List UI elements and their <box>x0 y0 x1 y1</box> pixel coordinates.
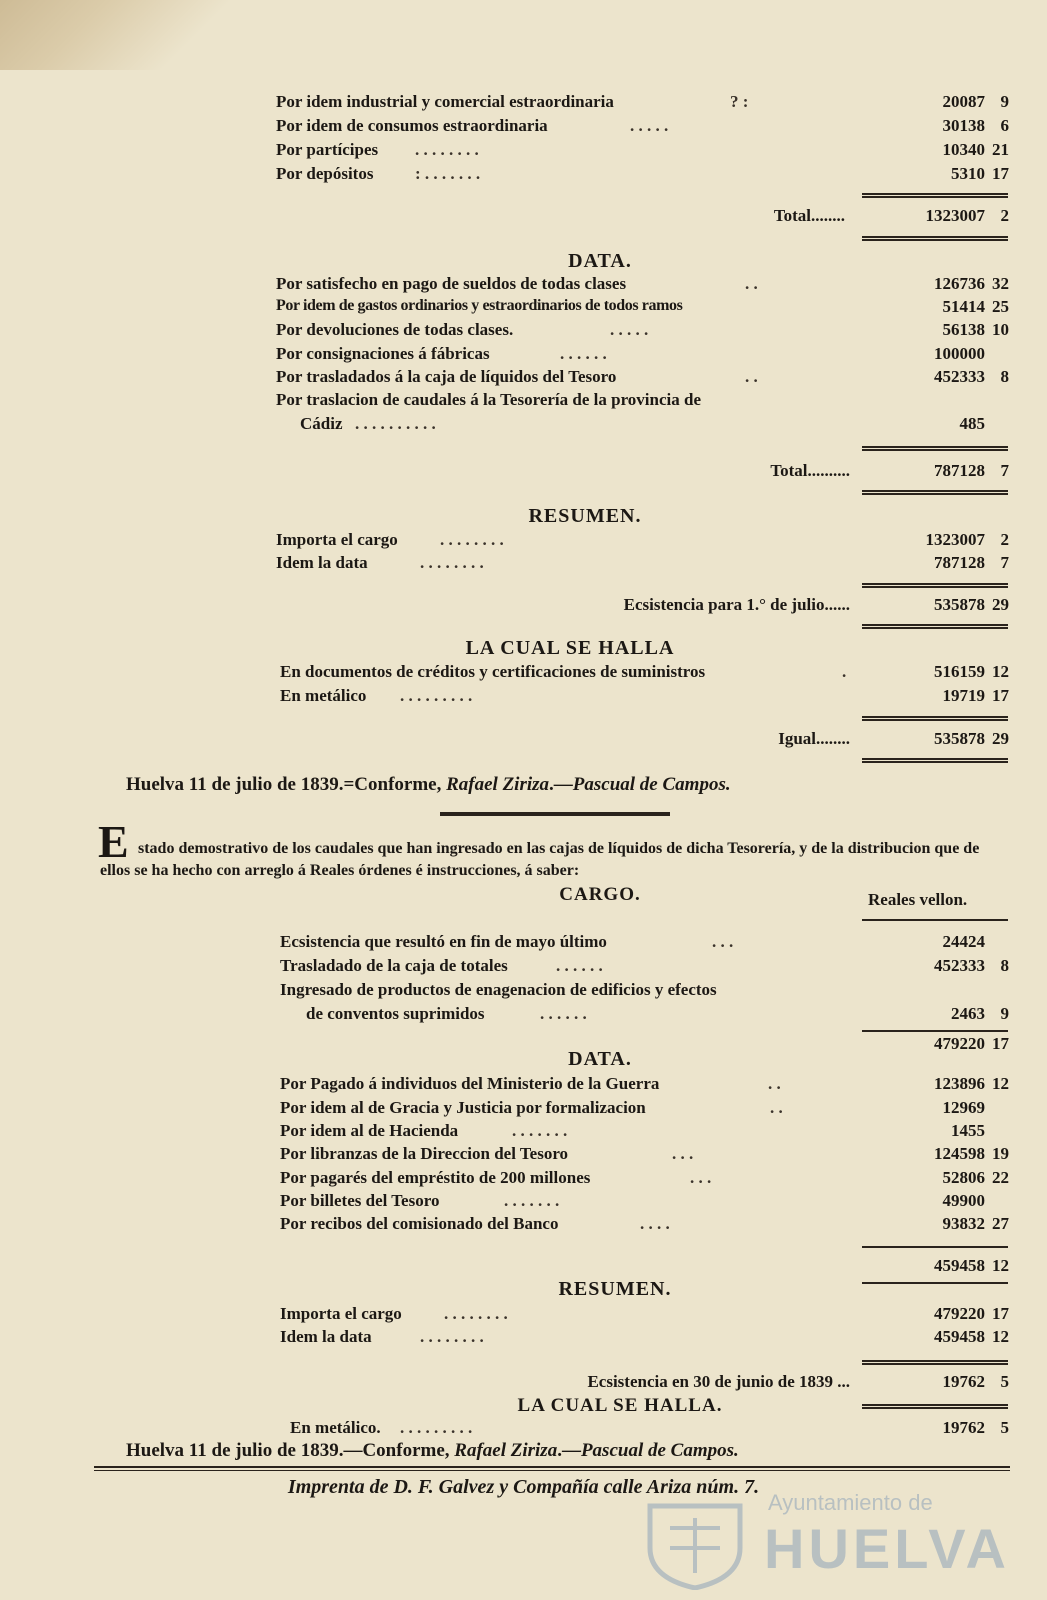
list-item <box>0 662 1047 686</box>
total-row <box>0 1256 1047 1280</box>
total-fraction: 5 <box>1000 1372 1009 1391</box>
row-leader: . . . . . . . . . <box>400 1418 473 1437</box>
signature-separator: .— <box>557 1440 581 1461</box>
row-amount: 2463 <box>951 1004 985 1023</box>
list-item <box>0 164 1047 188</box>
list-item <box>0 92 1047 116</box>
row-amount: 24424 <box>942 932 985 951</box>
row-amount: 93832 <box>942 1214 985 1233</box>
row-leader: . . . . . . . . <box>415 140 479 159</box>
total-label: Total........ <box>773 206 845 225</box>
row-amount: 30138 <box>942 116 985 135</box>
row-amount: 1455 <box>951 1121 985 1140</box>
archive-watermark <box>640 1490 1010 1590</box>
row-label: Por pagarés del empréstito de 200 millones <box>280 1168 591 1187</box>
signature-name: Rafael Ziriza <box>446 774 550 795</box>
double-rule <box>862 193 1008 198</box>
row-label: Cádiz <box>300 414 343 433</box>
row-label: Importa el cargo <box>280 1304 402 1323</box>
list-item <box>0 116 1047 140</box>
row-amount: 452333 <box>934 956 985 975</box>
list-item <box>0 1168 1047 1192</box>
total-amount: 479220 <box>934 1034 985 1053</box>
divider-rule <box>94 1466 1010 1468</box>
list-item <box>0 1144 1047 1168</box>
list-item <box>0 553 1047 577</box>
row-amount: 452333 <box>934 367 985 386</box>
row-label: Por idem industrial y comercial estraordinaria <box>276 92 614 111</box>
total-row <box>0 595 1047 619</box>
row-leader: . . . . . . <box>560 344 607 363</box>
list-item <box>0 367 1047 391</box>
row-label: Idem la data <box>280 1327 372 1346</box>
list-item <box>0 980 1047 1004</box>
row-fraction: 10 <box>992 320 1009 339</box>
row-fraction: 12 <box>992 1074 1009 1093</box>
signature-name: Pascual de Campos. <box>580 1440 739 1461</box>
list-item <box>0 1418 1047 1442</box>
list-item <box>0 530 1047 554</box>
row-label: Trasladado de la caja de totales <box>280 956 508 975</box>
row-fraction: 5 <box>1000 1418 1009 1437</box>
row-amount: 19719 <box>942 686 985 705</box>
row-leader: . . . . . . <box>556 956 603 975</box>
row-amount: 49900 <box>942 1191 985 1210</box>
double-rule <box>862 1360 1008 1365</box>
total-fraction: 7 <box>1000 461 1009 480</box>
row-label: En metálico <box>280 686 367 705</box>
row-fraction: 8 <box>1000 367 1009 386</box>
section-heading: RESUMEN. <box>558 1278 672 1300</box>
row-leader: . . . <box>672 1144 694 1163</box>
row-label: En metálico. <box>290 1418 381 1437</box>
total-label: Igual........ <box>778 729 850 748</box>
row-amount: 124598 <box>934 1144 985 1163</box>
row-label: de conventos suprimidos <box>306 1004 485 1023</box>
double-rule <box>862 236 1008 241</box>
row-leader: . . . . <box>640 1214 670 1233</box>
section-heading: CARGO. <box>559 884 641 905</box>
row-label: Por consignaciones á fábricas <box>276 344 490 363</box>
row-leader: . . . . . . <box>540 1004 587 1023</box>
row-label: Idem la data <box>276 553 368 572</box>
section-heading: LA CUAL SE HALLA <box>465 637 675 659</box>
double-rule <box>862 758 1008 763</box>
row-leader: ? : <box>730 92 749 111</box>
row-label: Por idem de gastos ordinarios y estraordinarios de todos ramos <box>276 297 683 314</box>
row-leader: . . . . . . . <box>504 1191 560 1210</box>
rule <box>862 1030 1008 1032</box>
row-fraction: 25 <box>992 297 1009 316</box>
section-heading: DATA. <box>568 1048 632 1070</box>
list-item <box>0 1074 1047 1098</box>
row-label: En documentos de créditos y certificaciones de suministros <box>280 662 706 681</box>
total-amount: 19762 <box>942 1372 985 1391</box>
signature-prefix: Huelva 11 de julio de 1839.—Conforme, <box>126 1440 455 1461</box>
signature-name: Rafael Ziriza <box>454 1440 558 1461</box>
row-amount: 52806 <box>942 1168 985 1187</box>
total-row <box>0 206 1047 230</box>
row-leader: . . . . . . . . . . <box>355 414 436 433</box>
intro-paragraph: stado demostrativo de los caudales que han ingresado en las cajas de líquidos de dicha Tesorería, y de la distribucion que de ellos se ha hecho con arreglo á Reales órdenes é instrucciones, á saber: <box>100 840 980 879</box>
total-fraction: 29 <box>992 595 1009 614</box>
row-label: Por recibos del comisionado del Banco <box>280 1214 559 1233</box>
row-label: Por idem al de Gracia y Justicia por formalizacion <box>280 1098 646 1117</box>
row-amount: 100000 <box>934 344 985 363</box>
total-amount: 1323007 <box>925 206 985 225</box>
total-amount: 787128 <box>934 461 985 480</box>
row-label: Por billetes del Tesoro <box>280 1191 440 1210</box>
total-amount: 535878 <box>934 595 985 614</box>
row-label: Por idem de consumos estraordinaria <box>276 116 548 135</box>
row-amount: 20087 <box>942 92 985 111</box>
list-item <box>0 1214 1047 1238</box>
double-rule <box>862 1404 1008 1409</box>
row-leader: . . . <box>690 1168 712 1187</box>
row-fraction: 17 <box>992 1304 1009 1323</box>
row-fraction: 17 <box>992 686 1009 705</box>
list-item <box>0 956 1047 980</box>
section-heading: DATA. <box>568 250 632 272</box>
total-fraction: 17 <box>992 1034 1009 1053</box>
row-amount: 51414 <box>942 297 985 316</box>
paper-stain <box>0 0 240 70</box>
list-item <box>0 390 1047 414</box>
row-fraction: 27 <box>992 1214 1009 1233</box>
double-rule <box>862 583 1008 588</box>
row-amount: 12969 <box>942 1098 985 1117</box>
total-fraction: 2 <box>1000 206 1009 225</box>
total-amount: 535878 <box>934 729 985 748</box>
list-item <box>0 686 1047 710</box>
watermark-title: HUELVA <box>764 1517 1010 1580</box>
rule <box>862 919 1008 921</box>
row-label: Por idem al de Hacienda <box>280 1121 459 1140</box>
row-leader: . <box>842 662 847 681</box>
row-label: Por trasladados á la caja de líquidos del Tesoro <box>276 367 617 386</box>
row-leader: . . . . . . . . <box>420 1327 484 1346</box>
row-label: Por satisfecho en pago de sueldos de todas clases <box>276 274 627 293</box>
total-fraction: 12 <box>992 1256 1009 1275</box>
signature-prefix: Huelva 11 de julio de 1839.=Conforme, <box>126 774 447 795</box>
list-item <box>0 140 1047 164</box>
list-item <box>0 1304 1047 1328</box>
list-item <box>0 1191 1047 1215</box>
double-rule <box>862 490 1008 495</box>
row-fraction: 7 <box>1000 553 1009 572</box>
row-label: Importa el cargo <box>276 530 398 549</box>
row-amount: 5310 <box>951 164 985 183</box>
signature-line <box>0 774 1047 796</box>
row-leader: . . <box>745 367 758 386</box>
total-amount: 459458 <box>934 1256 985 1275</box>
section-heading: LA CUAL SE HALLA. <box>517 1395 723 1416</box>
double-rule <box>862 446 1008 451</box>
total-row <box>0 461 1047 485</box>
list-item <box>0 344 1047 368</box>
row-leader: . . . . . . . . <box>444 1304 508 1323</box>
row-label: Por traslacion de caudales á la Tesorería de la provincia de <box>276 390 701 409</box>
signature-separator: .— <box>549 774 573 795</box>
row-leader: . . . <box>712 932 734 951</box>
list-item <box>0 932 1047 956</box>
row-label: Ingresado de productos de enagenacion de edificios y efectos <box>280 980 717 999</box>
row-fraction: 9 <box>1000 92 1009 111</box>
shield-icon <box>640 1498 750 1590</box>
row-fraction: 12 <box>992 662 1009 681</box>
row-fraction: 22 <box>992 1168 1009 1187</box>
row-leader: . . . . . <box>630 116 669 135</box>
drop-cap: E <box>98 816 129 867</box>
row-amount: 459458 <box>934 1327 985 1346</box>
total-label: Total.......... <box>770 461 850 480</box>
rule <box>862 1282 1008 1284</box>
row-label: Por Pagado á individuos del Ministerio de la Guerra <box>280 1074 660 1093</box>
row-leader: . . . . . . . . . <box>400 686 473 705</box>
row-label: Por libranzas de la Direccion del Tesoro <box>280 1144 569 1163</box>
row-fraction: 9 <box>1000 1004 1009 1023</box>
row-leader: . . <box>768 1074 781 1093</box>
row-label: Por devoluciones de todas clases. <box>276 320 514 339</box>
signature-line <box>0 1440 1047 1462</box>
divider-rule <box>94 1470 1010 1471</box>
row-leader: . . <box>745 274 758 293</box>
row-amount: 19762 <box>942 1418 985 1437</box>
total-row <box>0 1372 1047 1396</box>
signature-name: Pascual de Campos. <box>572 774 731 795</box>
list-item <box>0 1098 1047 1122</box>
row-fraction: 2 <box>1000 530 1009 549</box>
row-amount: 126736 <box>934 274 985 293</box>
list-item <box>0 320 1047 344</box>
total-label: Ecsistencia en 30 de junio de 1839 ... <box>587 1372 850 1391</box>
row-amount: 10340 <box>942 140 985 159</box>
double-rule <box>862 716 1008 721</box>
row-fraction: 21 <box>992 140 1009 159</box>
divider-rule <box>440 812 670 816</box>
total-fraction: 29 <box>992 729 1009 748</box>
total-row <box>0 729 1047 753</box>
list-item <box>0 414 1047 438</box>
row-fraction: 32 <box>992 274 1009 293</box>
row-fraction: 17 <box>992 164 1009 183</box>
list-item <box>0 297 1047 321</box>
double-rule <box>862 624 1008 629</box>
row-amount: 56138 <box>942 320 985 339</box>
row-fraction: 12 <box>992 1327 1009 1346</box>
units-header: Reales vellon. <box>868 890 968 909</box>
row-amount: 485 <box>959 414 985 433</box>
row-leader: . . <box>770 1098 783 1117</box>
row-fraction: 6 <box>1000 116 1009 135</box>
row-amount: 787128 <box>934 553 985 572</box>
row-label: Por depósitos <box>276 164 374 183</box>
list-item <box>0 1327 1047 1351</box>
row-label: Ecsistencia que resultó en fin de mayo último <box>280 932 607 951</box>
row-leader: . . . . . . . <box>512 1121 568 1140</box>
row-amount: 1323007 <box>925 530 985 549</box>
rule <box>862 1246 1008 1248</box>
imprint-line: Imprenta de D. F. Galvez y Compañía calle Ariza núm. 7. <box>287 1476 760 1498</box>
watermark-caption: Ayuntamiento de <box>768 1490 933 1515</box>
row-leader: . . . . . <box>610 320 649 339</box>
row-leader: : . . . . . . . <box>415 164 481 183</box>
row-amount: 123896 <box>934 1074 985 1093</box>
row-leader: . . . . . . . . <box>440 530 504 549</box>
total-label: Ecsistencia para 1.° de julio...... <box>623 595 850 614</box>
section-heading: RESUMEN. <box>528 505 642 527</box>
row-amount: 516159 <box>934 662 985 681</box>
list-item <box>0 274 1047 298</box>
list-item <box>0 1121 1047 1145</box>
row-leader: . . . . . . . . <box>420 553 484 572</box>
row-amount: 479220 <box>934 1304 985 1323</box>
row-fraction: 19 <box>992 1144 1009 1163</box>
row-fraction: 8 <box>1000 956 1009 975</box>
list-item <box>0 1004 1047 1028</box>
row-label: Por partícipes <box>276 140 379 159</box>
